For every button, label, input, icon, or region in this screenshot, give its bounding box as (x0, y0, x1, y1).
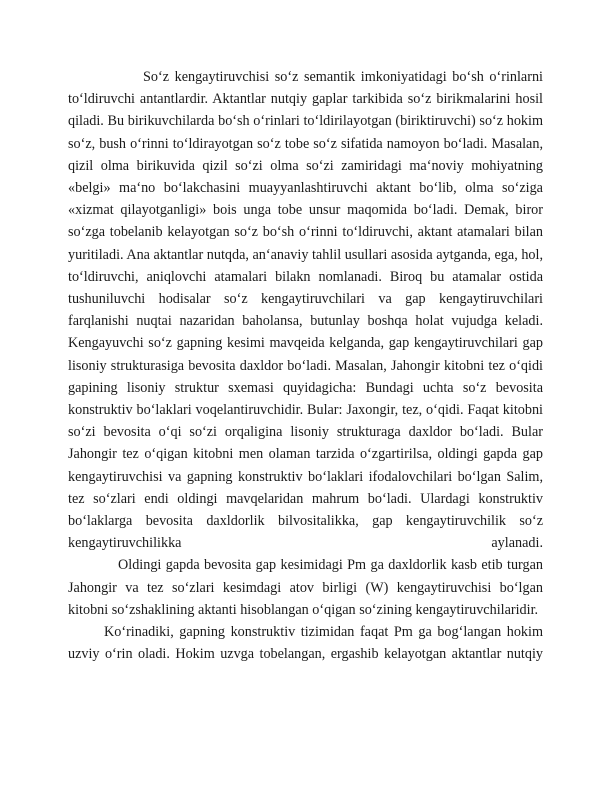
document-page (68, 66, 543, 665)
paragraph-3: Ko‘rinadiki, gapning konstruktiv tizimidan faqat Pm ga bog‘langan hokim uzviy o‘rin oladi. Hokim uzvga tobelangan, ergashib kelayotgan aktantlar nutqiy (68, 624, 543, 663)
paragraph-2: Oldingi gapda bevosita gap kesimidagi Pm ga daxldorlik kasb etib turgan Jahongir va tez so‘zlari kesimdagi atov birligi (W) kengaytiruvchisi bo‘lgan kitobni so‘zshaklining aktanti hisoblangan o‘qigan so‘zining kengaytiruvchilaridir. (68, 557, 543, 618)
paragraph-1: So‘z kengaytiruvchisi so‘z semantik imkoniyatidagi bo‘sh o‘rinlarni to‘ldiruvchi antantlardir. Aktantlar nutqiy gaplar tarkibida so‘z birikmalarini hosil qiladi. Bu birikuvchilarda bo‘sh o‘rinlari to‘ldirilayotgan (biriktiruvchi) so‘z hokim so‘z, bush o‘rinni to‘ldirayotgan so‘z tobe so‘z sifatida namoyon bo‘ladi. Masalan, qizil olma birikuvida qizil so‘zi olma so‘zi zamiridagi ma‘noviy mohiyatning «belgi» ma‘no bo‘lakchasini muayyanlashtiruvchi aktant bo‘lib, olma so‘ziga «xizmat qilayotganligi» bois unga tobe unsur maqomida bo‘ladi. Demak, biror so‘zga tobelanib kelayotgan so‘z bo‘sh o‘rinni to‘ldiruvchi, aktant atamalari bilan yuritiladi. Ana aktantlar nutqda, an‘anaviy tahlil usullari asosida aytganda, ega, hol, to‘ldiruvchi, aniqlovchi atamalari bilakn nomlanadi. Biroq bu atamalar ostida tushuniluvchi hodisalar so‘z kengaytiruvchilari va gap kengaytiruvchilari farqlanishi nuqtai nazaridan baholansa, butunlay boshqa holat vujudga keladi. Kengayuvchi so‘z gapning kesimi mavqeida kelganda, gap kengaytiruvchilari gap lisoniy strukturasiga bevosita daxldor bo‘ladi. Masalan, Jahongir kitobni tez o‘qidi gapining lisoniy struktur sxemasi quyidagicha: Bundagi uchta so‘z bevosita konstruktiv bo‘laklari voqelantiruvchidir. Bular: Jaxongir, tez, o‘qidi. Faqat kitobni so‘zi bevosita o‘qi so‘zi orqaligina lisoniy strukturaga daxldor bo‘ladi. Bular Jahongir tez o‘qigan kitobni men olaman tarzida o‘zgartirilsa, oldingi gapda gap kengaytiruvchisi va gapning konstruktiv bo‘laklari ifodalovchilari bo‘lgan Salim, tez so‘zlari endi oldingi mavqelaridan mahrum bo‘ladi. Ulardagi konstruktiv bo‘laklarga bevosita daxldorlik bilvositalikka, gap kengaytiruvchilik so‘z kengaytiruvchilikka aylanadi. (68, 69, 543, 552)
